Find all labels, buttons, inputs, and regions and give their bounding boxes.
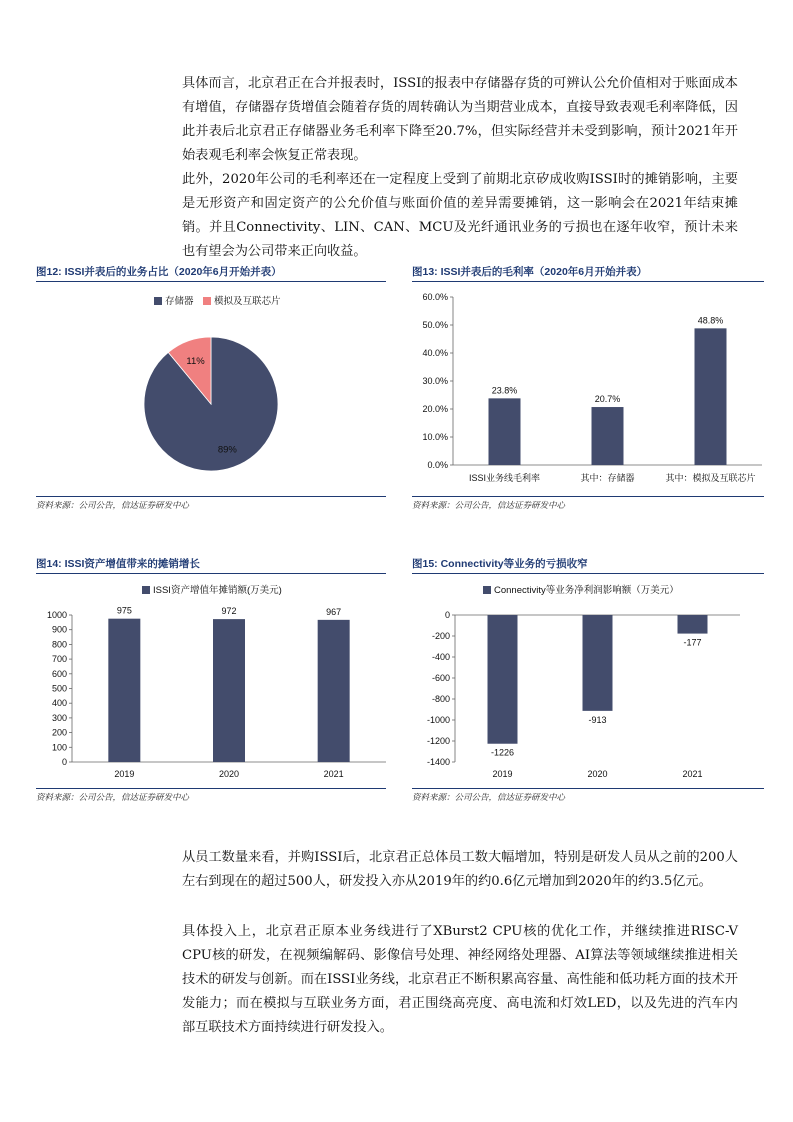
y-tick-label: -400	[431, 652, 450, 662]
bar-data-label-其中：存储器: 20.7%	[594, 394, 621, 405]
figure-13-bar-chart	[412, 284, 764, 494]
figure-15-title: 图15: Connectivity等业务的亏损收窄	[412, 558, 588, 570]
legend-label-0: 存储器	[165, 296, 194, 307]
bar-其中：模拟及互联芯片	[695, 328, 727, 465]
pie-data-label-1: 11%	[186, 356, 205, 368]
bar-data-label-其中：模拟及互联芯片: 48.8%	[697, 315, 724, 326]
x-tick-label-2019: 2019	[114, 769, 135, 779]
bar-ISSI业务线毛利率	[489, 398, 521, 465]
y-tick-label: -1000	[426, 715, 450, 725]
paragraph-3: 从员工数量来看，并购ISSI后，北京君正总体员工数大幅增加，特别是研发人员从之前的200人左右到现在的超过500人，研发投入亦从2019年的约0.6亿元增加到2020年的约3.5亿元。	[182, 850, 738, 889]
legend-label-0: Connectivity等业务净利润影响额（万美元）	[494, 585, 679, 596]
y-tick-label: 20.0%	[422, 404, 448, 414]
figure-13-bottom-rule	[412, 496, 764, 497]
bar-2020	[583, 615, 613, 711]
bar-data-label-2019: 975	[116, 605, 132, 616]
figure-13-title: 图13: ISSI并表后的毛利率（2020年6月开始并表）	[412, 266, 648, 278]
x-tick-label-2020: 2020	[587, 769, 608, 779]
y-tick-label: -1200	[426, 736, 450, 746]
y-tick-label: 200	[51, 727, 67, 738]
figure-13-source: 资料来源：公司公告，信达证券研发中心	[412, 501, 566, 511]
x-tick-label-2019: 2019	[492, 769, 513, 779]
y-tick-label: 0.0%	[427, 460, 448, 470]
figure-15-bottom-rule	[412, 788, 764, 789]
legend-swatch-0	[154, 297, 162, 305]
x-tick-label-2020: 2020	[218, 769, 240, 779]
y-tick-label: 0	[61, 757, 67, 767]
figure-12-title: 图12: ISSI并表后的业务占比（2020年6月开始并表）	[36, 266, 282, 278]
bar-data-label-2020: 972	[221, 606, 237, 617]
y-tick-label: -1400	[426, 757, 450, 767]
figure-12-pie-chart	[36, 284, 386, 494]
y-tick-label: 100	[51, 742, 67, 753]
y-tick-label: 30.0%	[422, 376, 448, 386]
figure-14-source: 资料来源：公司公告，信达证券研发中心	[36, 793, 190, 803]
bar-2021	[318, 620, 350, 762]
figure-14-title: 图14: ISSI资产增值带来的摊销增长	[36, 558, 200, 570]
y-tick-label: 700	[51, 654, 67, 665]
figure-12-source: 资料来源：公司公告，信达证券研发中心	[36, 501, 190, 511]
bar-data-label-2020: -913	[588, 714, 607, 725]
y-tick-label: 900	[51, 624, 67, 635]
y-tick-label: -600	[431, 673, 450, 683]
x-tick-label-2021: 2021	[682, 769, 703, 779]
legend-label-1: 模拟及互联芯片	[214, 296, 281, 307]
pie-data-label-0: 89%	[217, 444, 237, 456]
figure-12-rule	[36, 281, 386, 282]
bar-data-label-2019: -1226	[490, 747, 515, 758]
bar-data-label-ISSI业务线毛利率: 23.8%	[491, 385, 518, 396]
paragraph-4: 具体投入上，北京君正原本业务线进行了XBurst2 CPU核的优化工作，并继续推进RISC-V CPU核的研发，在视频编解码、影像信号处理、神经网络处理器、AI算法等领域继续推进相关技术的研发与创新。而在ISSI业务线，北京君正不断积累高容量、高性能和低功耗方面的技术开发能力；而在模拟与互联业务方面，君正围绕高亮度、高电流和灯效LED，以及先进的汽车内部互联技术方面持续进行研发投入。	[182, 924, 738, 1035]
figure-15-bar-chart	[412, 576, 764, 786]
paragraph-2: 此外，2020年公司的毛利率还在一定程度上受到了前期北京矽成收购ISSI时的摊销影响，主要是无形资产和固定资产的公允价值与账面价值的差异需要摊销，这一影响会在2021年结束摊销。并且Connectivity、LIN、CAN、MCU及光纤通讯业务的亏损也在逐年收窄，预计未来也有望会为公司带来正向收益。	[182, 172, 738, 259]
x-tick-label-2021: 2021	[323, 769, 344, 779]
legend-swatch-0	[142, 586, 150, 594]
y-tick-label: 40.0%	[422, 348, 448, 358]
y-tick-label: -800	[431, 694, 450, 704]
bar-2021	[678, 615, 708, 634]
legend-swatch-1	[203, 297, 211, 305]
bar-2019	[108, 619, 140, 762]
figure-13-rule	[412, 281, 764, 282]
y-tick-label: 300	[51, 712, 67, 723]
x-tick-label-ISSI业务线毛利率: ISSI业务线毛利率	[468, 473, 541, 483]
y-tick-label: 0	[444, 610, 450, 620]
y-tick-label: 60.0%	[422, 292, 448, 302]
bar-data-label-2021: 967	[326, 606, 342, 617]
x-tick-label-其中：模拟及互联芯片: 其中：模拟及互联芯片	[665, 473, 756, 483]
bar-data-label-2021: -177	[683, 637, 702, 648]
figure-14-bottom-rule	[36, 788, 386, 789]
bar-2020	[213, 619, 245, 762]
bar-2019	[488, 615, 518, 744]
bar-其中：存储器	[592, 407, 624, 465]
y-tick-label: 400	[51, 698, 67, 709]
y-tick-label: 800	[51, 639, 67, 650]
legend-swatch-0	[483, 586, 491, 594]
figure-14-rule	[36, 573, 386, 574]
y-tick-label: 600	[51, 668, 67, 679]
legend-label-0: ISSI资产增值年摊销额(万美元)	[153, 585, 282, 596]
figure-15-source: 资料来源：公司公告，信达证券研发中心	[412, 793, 566, 803]
figure-15-rule	[412, 573, 764, 574]
figure-12-bottom-rule	[36, 496, 386, 497]
y-tick-label: 500	[51, 683, 67, 694]
y-tick-label: 50.0%	[422, 320, 448, 330]
x-tick-label-其中：存储器: 其中：存储器	[580, 473, 635, 483]
y-tick-label: -200	[431, 631, 450, 641]
y-tick-label: 1000	[46, 610, 67, 620]
paragraph-1: 具体而言，北京君正在合并报表时，ISSI的报表中存储器存货的可辨认公允价值相对于账面成本有增值，存储器存货增值会随着存货的周转确认为当期营业成本，直接导致表观毛利率降低，因此并表后北京君正存储器业务毛利率下降至20.7%，但实际经营并未受到影响，预计2021年开始表观毛利率会恢复正常表现。	[182, 76, 738, 163]
figure-14-bar-chart	[36, 576, 386, 786]
y-tick-label: 10.0%	[422, 432, 448, 442]
